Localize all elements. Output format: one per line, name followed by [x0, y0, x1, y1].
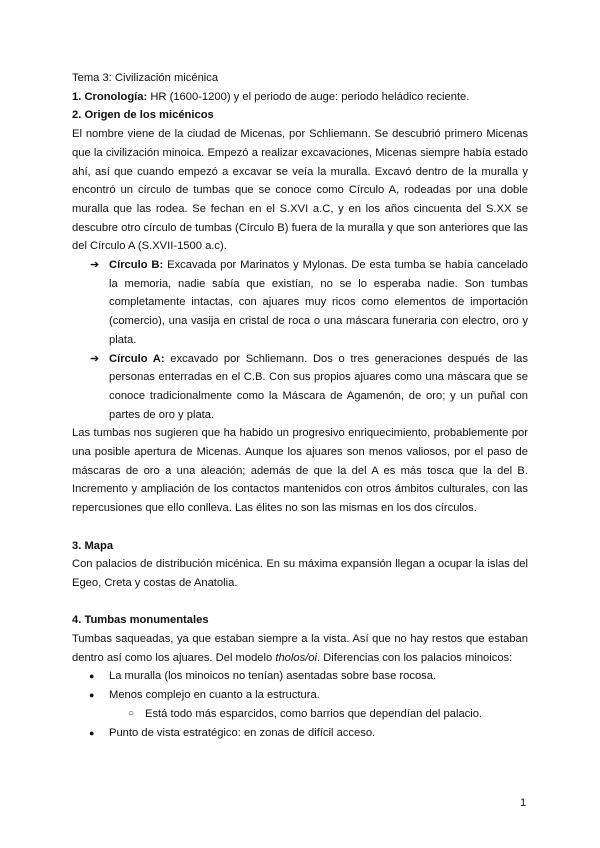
arrow-icon: ➔	[90, 259, 100, 272]
arrow-icon: ➔	[90, 352, 100, 365]
section-4-text-b: . Diferencias con los palacios minoicos:	[317, 651, 513, 664]
section-1-heading: 1. Cronología:	[72, 90, 148, 103]
arrow-list-item	[72, 256, 528, 350]
sub-bullet-list-item	[72, 705, 528, 724]
arrow-list-item	[72, 350, 528, 425]
section-3-heading: 3. Mapa	[72, 539, 114, 552]
item-text: Excavada por Marinatos y Mylonas. De esta tumba se había cancelado la memoria, nadie sabía que existían, no se lo esperaba nadie. Son tumbas completamente intactas, con ajuares muy ricos como elementos de importación (comercio), una vasija en cristal de roca o una máscara funeraria con electro, oro y plata.	[109, 259, 528, 346]
document-page	[72, 69, 528, 742]
sub-bullet-text: Está todo más esparcidos, como barrios que dependían del palacio.	[145, 707, 483, 720]
section-1-text: HR (1600-1200) y el periodo de auge: periodo heládico reciente.	[147, 90, 470, 103]
bullet-text: Menos complejo en cuanto a la estructura.	[109, 689, 320, 702]
section-2-heading: 2. Origen de los micénicos	[72, 109, 214, 122]
bullet-text: Punto de vista estratégico: en zonas de difícil acceso.	[109, 726, 376, 739]
section-4-text-a: Tumbas saqueadas, ya que estaban siempre a la vista. Así que no hay restos que estaban dentro así como los ajuares. Del modelo	[72, 633, 528, 664]
hollow-bullet-icon: ○	[128, 707, 135, 719]
section-1	[72, 88, 528, 107]
bullet-list-item	[72, 667, 528, 686]
section-4-emphasis: tholos/oi	[275, 651, 318, 664]
page-number: 1	[520, 797, 527, 809]
item-text: excavado por Schliemann. Dos o tres generaciones después de las personas enterradas en el C.B. Con sus propios ajuares como una máscara que se conoce tradicionalmente como la Máscara de Agamenón, de oro; y un puñal con partes de oro y plata.	[109, 352, 528, 421]
bullet-text: La muralla (los minoicos no tenían) asentadas sobre base rocosa.	[109, 670, 437, 683]
bullet-icon: ●	[89, 727, 95, 738]
section-3-paragraph: Con palacios de distribución micénica. En su máxima expansión llegan a ocupar la islas del Egeo, Creta y costas de Anatolia.	[72, 558, 528, 589]
bullet-icon: ●	[89, 690, 95, 701]
doc-title: Tema 3: Civilización micénica	[72, 72, 219, 84]
section-2-paragraph: El nombre viene de la ciudad de Micenas, por Schliemann. Se descubrió primero Micenas que la civilización minoica. Empezó a realizar excavaciones, Micenas siempre había estado ahí, así que cuando empezó a excavar se veía la muralla. Excavó dentro de la muralla y encontró un círculo de tumbas que se conoce como Círculo A, rodeadas por una doble muralla que las rodea. Se fechan en el S.XVI a.C, y en los años cincuenta del S.XX se descubre otro círculo de tumbas (Círculo B) fuera de la muralla y que son anteriores que las del Círculo A (S.XVII-1500 a.c).	[72, 128, 528, 253]
bullet-list-item	[72, 724, 528, 743]
section-4-paragraph	[72, 630, 528, 667]
section-2-paragraph-2: Las tumbas nos sugieren que ha habido un progresivo enriquecimiento, probablemente por una posible apertura de Micenas. Aunque los ajuares son menos valiosos, por el paso de máscaras de oro a una aleación; además de que la del A es más tosca que la del B. Incremento y ampliación de los contactos mantenidos con otros ámbitos culturales, con las repercusiones que ello conlleva. Las élites no son las mismas en los dos círculos.	[72, 427, 528, 515]
bullet-icon: ●	[89, 671, 95, 682]
item-label: Círculo B:	[109, 259, 164, 272]
section-4-heading: 4. Tumbas monumentales	[72, 614, 209, 627]
item-label: Círculo A:	[109, 352, 165, 365]
bullet-list-item	[72, 686, 528, 705]
